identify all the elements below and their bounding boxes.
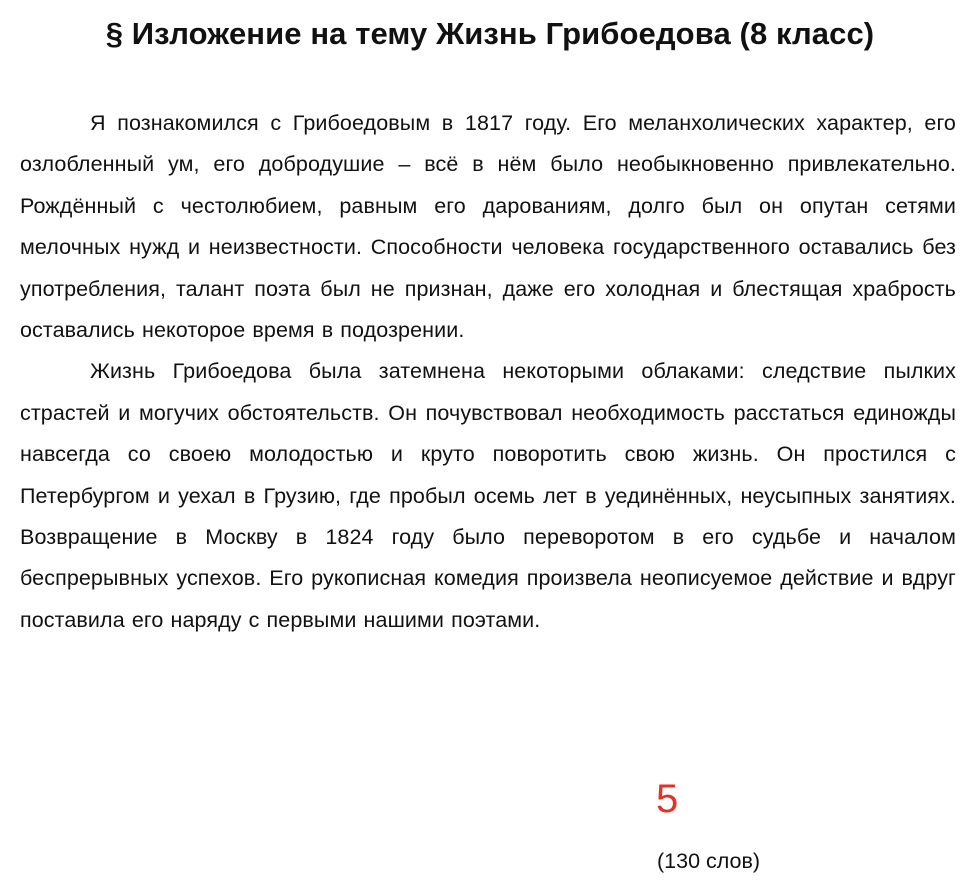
grade-mark: 5 [656, 777, 679, 821]
paragraph-1: Я познакомился с Грибоедовым в 1817 году. Его меланхолических характер, его озлобленный ум, его добродушие – всё в нём было необыкновенно привлекательно. Рождённый с честолюбием, равным его дарованиям, долго был он опутан сетями мелочных нужд и неизвестности. Способности человека государственного оставались без употребления, талант поэта был не признан, даже его холодная и блестящая храбрость оставались некоторое время в подозрении. [20, 111, 956, 343]
paragraph-2: Жизнь Грибоедова была затемнена некоторыми облаками: следствие пылких страстей и могучих обстоятельств. Он почувствовал необходимость расстаться единожды навсегда со своею молодостью и круто поворотить свою жизнь. Он простился с Петербургом и уехал в Грузию, где пробыл осемь лет в уединённых, неусыпных занятиях. Возвращение в Москву в 1824 году было переворотом в его судьбе и началом беспрерывных успехов. Его рукописная комедия произвела неописуемое действие и вдруг поставила его наряду с первыми нашими поэтами. [20, 359, 956, 632]
essay-body [20, 103, 956, 641]
page-title: § Изложение на тему Жизнь Грибоедова (8 класс) [105, 16, 875, 51]
word-count: (130 слов) [657, 849, 761, 873]
